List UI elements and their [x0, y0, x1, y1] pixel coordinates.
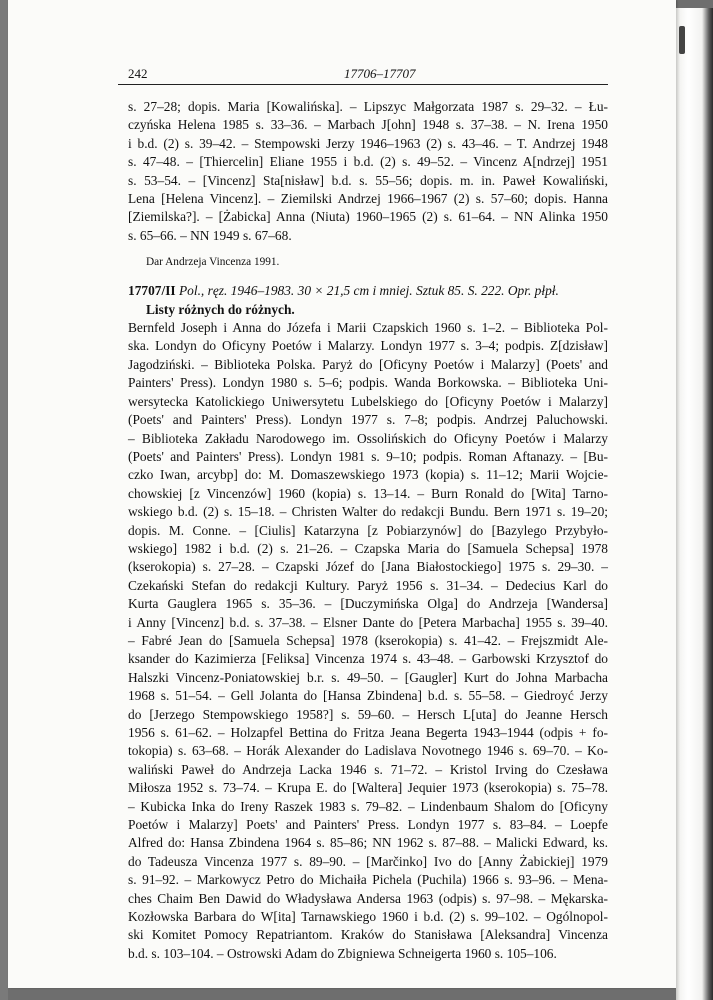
text-line: dopis. M. Conne. – [Ciulis] Katarzyna [z Pobiarzynów] do [Bazylego Przybyło- [128, 522, 608, 538]
entry-signature: 17707/II [128, 283, 176, 299]
text-line: (kserokopia) s. 27–28. – Czapski Józef do [Jana Białostockiego] 1975 s. 29–30. – [128, 559, 608, 575]
page-edge-shadow [676, 8, 713, 1000]
text-line: waliński Paweł do Andrzeja Lacka 1946 s. 71–72. – Kristol Irving do Czesława [128, 761, 608, 777]
text-line: Poetów i Malarzy] Poets' and Painters' Press. Londyn 1977 s. 83–84. – Loepfe [128, 817, 608, 833]
text-line: – Biblioteka Zakładu Narodowego im. Ossolińskich do Oficyny Poetów i Malarzy [128, 430, 608, 446]
text-line: do Tadeusza Vincenza 1977 s. 89–90. – [Marčinko] Ivo do [Anny Żabickiej] 1979 [128, 853, 608, 869]
text-line: Kozłowska Barbara do W[ita] Tarnawskiego 1960 i b.d. (2) s. 99–102. – Ogólnopol- [128, 909, 608, 925]
text-line: ska. Londyn do Oficyny Poetów i Malarzy. Londyn 1977 s. 3–4; podpis. Z[dzisław] [128, 338, 608, 354]
text-line: (Poets' and Painters' Press). Londyn 1977 s. 7–8; podpis. Andrzej Paluchowski. [128, 412, 608, 428]
continuation-paragraph [128, 98, 608, 245]
page-number: 242 [128, 66, 148, 81]
text-line: czyńska Helena 1985 s. 33–36. – Marbach J[ohn] 1948 s. 37–38. – N. Irena 1950 [128, 117, 608, 133]
donation-note: Dar Andrzeja Vincenza 1991. [146, 256, 280, 269]
text-line: do [Jerzego Stempowskiego 1958?] s. 59–60. – Hersch L[uta] do Jeanne Hersch [128, 706, 608, 722]
scan-background-left [0, 0, 8, 1000]
text-line: 1956 s. 61–62. – Holzapfel Bettina do Fritza Jeana Begerta 1943–1944 (odpis + fo- [128, 725, 608, 740]
text-line: Alfred do: Hansa Zbindena 1964 s. 85–86; NN 1962 s. 87–88. – Malicki Edward, ks. [128, 835, 608, 851]
entry-title: Listy różnych do różnych. [146, 301, 295, 317]
text-line: 1968 s. 51–54. – Gell Jolanta do [Hansa Zbindena] b.d. s. 55–58. – Giedroyć Jerzy [128, 688, 608, 704]
text-line: Lena [Helena Vincenz]. – Ziemilski Andrzej 1966–1967 (2) s. 57–60; dopis. Hanna [128, 191, 608, 207]
text-line: (Poets' and Painters' Press). Londyn 1981 s. 9–10; podpis. Roman Aftanazy. – [Bu- [128, 448, 608, 464]
text-line: Jagodziński. – Biblioteka Polska. Paryż do [Oficyny Poetów i Malarzy] (Poets' and [128, 356, 608, 372]
entry-paragraph [128, 319, 608, 963]
text-line: – Kubicka Inka do Ireny Raszek 1983 s. 79–82. – Lindenbaum Shalom do [Oficyny [128, 798, 608, 814]
text-line: i Anny [Vincenz] b.d. s. 37–38. – Elsner Dante do [Petera Marbacha] 1955 s. 39–40. [128, 614, 608, 630]
text-line: wskiego b.d. (2) s. 15–18. – Christen Walter do redakcji Bundu. Bern 1971 s. 19–20; [128, 504, 608, 520]
text-line: ches Chaim Ben Dawid do Władysława Andersa 1963 (odpis) s. 97–98. – Mękarska- [128, 890, 608, 906]
text-line: Halszki Vincenz-Poniatowskiej b.r. s. 49–50. – [Gaugler] Kurt do Johna Marbacha [128, 669, 608, 685]
text-line: wersytecka Katolickiego Uniwersytetu Lubelskiego do [Oficyny Poetów i Malarzy] [128, 393, 608, 409]
text-line: ksander do Kazimierza [Feliksa] Vincenza 1974 s. 43–48. – Garbowski Krzysztof do [128, 651, 608, 667]
text-line: tokopia) s. 63–68. – Horák Alexander do Ladislava Novotnego 1946 s. 69–70. – Ko- [128, 743, 608, 759]
text-line: s. 65–66. – NN 1949 s. 67–68. [128, 227, 292, 243]
text-line: Kurta Gauglera 1965 s. 35–36. – [Duczymińska Olga] do Andrzeja [Wandersa] [128, 596, 608, 612]
text-line: chowskiej [z Vincenzów] 1960 (kopia) s. 13–14. – Burn Ronald do [Wita] Tarno- [128, 485, 608, 501]
text-line: b.d. s. 103–104. – Ostrowski Adam do Zbigniewa Schneigerta 1960 s. 105–106. [128, 945, 557, 961]
running-header [118, 64, 608, 85]
text-line: Bernfeld Joseph i Anna do Józefa i Marii Czapskich 1960 s. 1–2. – Biblioteka Pol- [128, 320, 608, 336]
text-line: s. 27–28; dopis. Maria [Kowalińska]. – Lipszyc Małgorzata 1987 s. 29–32. – Łu- [128, 99, 608, 114]
text-line: – Fabré Jean do [Samuela Schepsa] 1978 (kserokopia) s. 41–42. – Frejszmidt Ale- [128, 632, 608, 648]
text-line: wskiego] 1982 i b.d. (2) s. 21–26. – Czapska Maria do [Samuela Schepsa] 1978 [128, 540, 608, 556]
text-line: czko Iwan, arcybp] do: M. Domaszewskiego 1973 (kopia) s. 11–12; Marii Wojcie- [128, 467, 608, 483]
text-line: s. 53–54. – [Vincenz] Sta[nisław] b.d. s. 55–56; dopis. m. in. Paweł Kowaliński, [128, 172, 608, 188]
text-line: s. 91–92. – Markowycz Petro do Michaiła Pichela (Puchila) 1966 s. 93–96. – Mena- [128, 872, 608, 888]
text-line: Miłosza 1952 s. 73–74. – Krupa E. do [Waltera] Jequier 1973 (kserokopia) s. 75–78. [128, 780, 608, 796]
text-line: Czekański Stefan do redakcji Kultury. Paryż 1956 s. 31–34. – Dedecius Karl do [128, 577, 608, 593]
entry-description: Pol., ręz. 1946–1983. 30 × 21,5 cm i mniej. Sztuk 85. S. 222. Opr. płpł. [175, 283, 559, 299]
binder-clip [679, 26, 685, 54]
entry-heading-line [128, 282, 608, 300]
text-line: Painters' Press). Londyn 1980 s. 5–6; podpis. Wanda Borkowska. – Biblioteka Uni- [128, 375, 608, 391]
text-line: [Ziemilska?]. – [Żabicka] Anna (Niuta) 1960–1965 (2) s. 61–64. – NN Alinka 1950 [128, 209, 608, 225]
catalog-entry [128, 282, 608, 963]
text-line: ski Komitet Pomocy Repatriantom. Kraków do Stanisława [Aleksandra] Vincenza [128, 927, 608, 943]
text-line: i b.d. (2) s. 39–42. – Stempowski Jerzy 1946–1963 (2) s. 43–46. – T. Andrzej 1948 [128, 135, 608, 151]
page-body [128, 98, 608, 963]
text-line: s. 47–48. – [Thiercelin] Eliane 1955 i b.d. (2) s. 49–52. – Vincenz A[ndrzej] 1951 [128, 154, 608, 170]
catalog-range: 17706–17707 [344, 66, 416, 81]
